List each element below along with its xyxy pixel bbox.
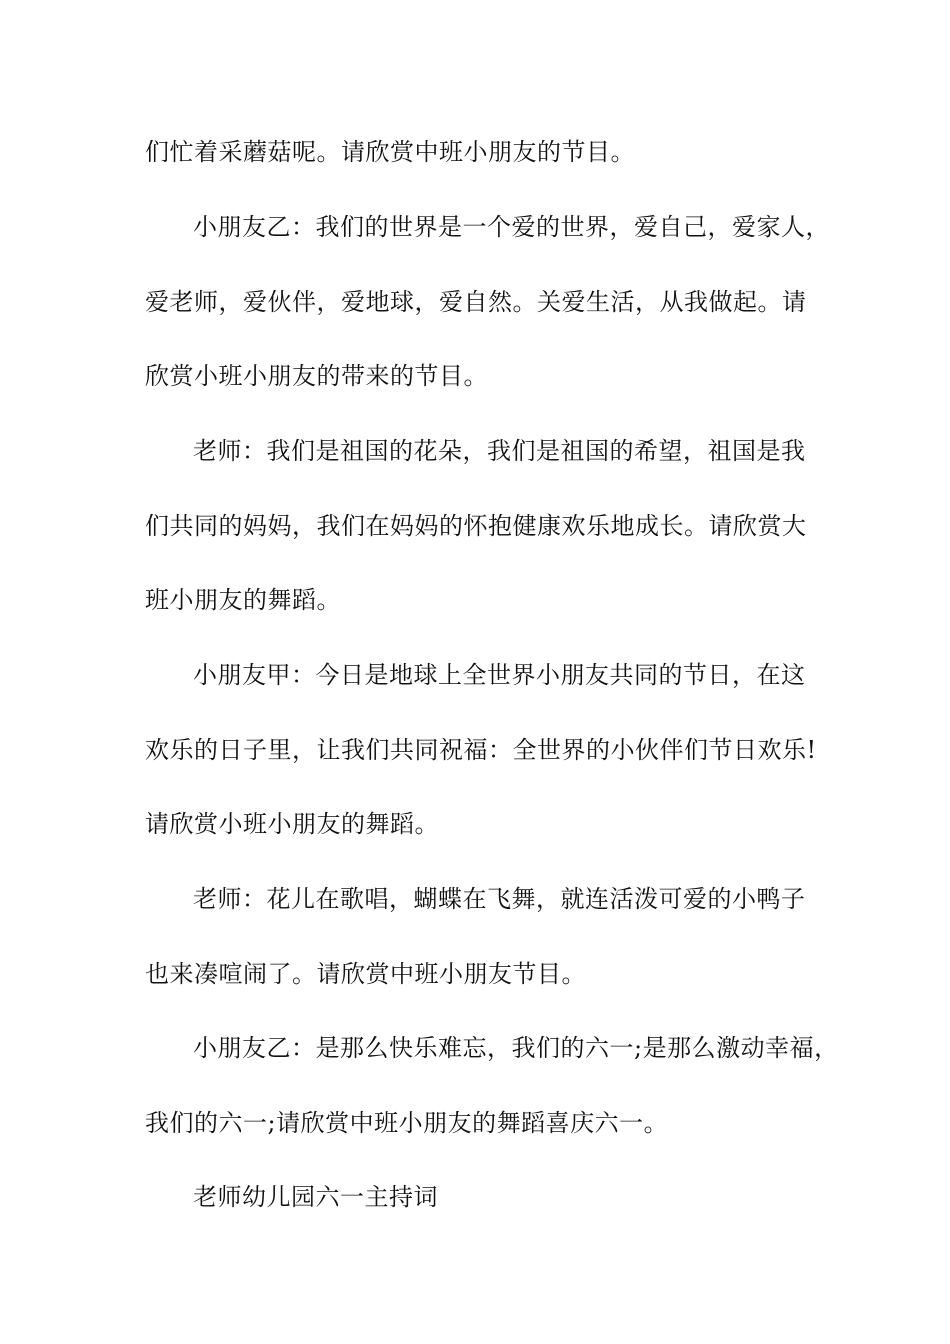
text-line: 欣赏小班小朋友的带来的节目。 bbox=[145, 362, 488, 390]
text-line: 欢乐的日子里，让我们共同祝福：全世界的小伙伴们节日欢乐! bbox=[145, 736, 817, 764]
text-line: 小朋友乙：是那么快乐难忘，我们的六一;是那么激动幸福， bbox=[193, 1034, 839, 1062]
text-line: 老师：我们是祖国的花朵，我们是祖国的希望，祖国是我 bbox=[193, 437, 806, 465]
text-line: 们忙着采蘑菇呢。请欣赏中班小朋友的节目。 bbox=[145, 138, 635, 166]
text-line: 我们的六一;请欣赏中班小朋友的舞蹈喜庆六一。 bbox=[145, 1109, 669, 1137]
text-line: 小朋友甲：今日是地球上全世界小朋友共同的节日，在这 bbox=[193, 661, 806, 689]
text-line: 班小朋友的舞蹈。 bbox=[145, 586, 341, 614]
text-line: 们共同的妈妈，我们在妈妈的怀抱健康欢乐地成长。请欣赏大 bbox=[145, 512, 807, 540]
text-line: 也来凑喧闹了。请欣赏中班小朋友节目。 bbox=[145, 960, 586, 988]
text-line: 老师：花儿在歌唱，蝴蝶在飞舞，就连活泼可爱的小鸭子 bbox=[193, 885, 806, 913]
text-line: 爱老师，爱伙伴，爱地球，爱自然。关爱生活，从我做起。请 bbox=[145, 288, 807, 316]
text-line: 老师幼儿园六一主持词 bbox=[193, 1183, 438, 1211]
text-line: 请欣赏小班小朋友的舞蹈。 bbox=[145, 810, 439, 838]
text-line: 小朋友乙：我们的世界是一个爱的世界，爱自己，爱家人， bbox=[193, 213, 830, 241]
